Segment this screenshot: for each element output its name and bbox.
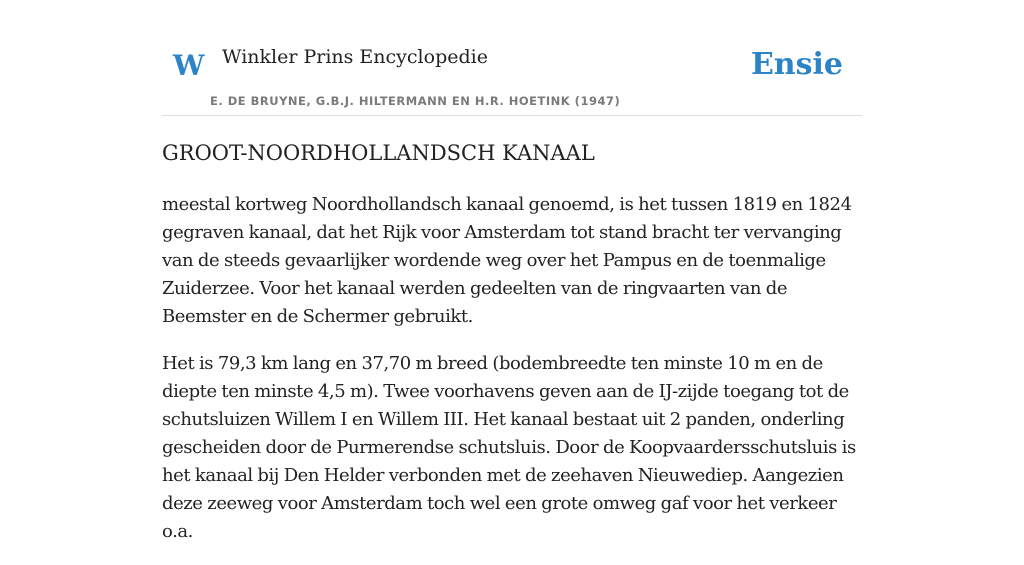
winkler-prins-logo[interactable]: W xyxy=(173,49,205,82)
header xyxy=(162,0,862,116)
article-headword: GROOT-NOORDHOLLANDSCH KANAAL xyxy=(162,141,595,165)
encyclopedia-title[interactable]: Winkler Prins Encyclopedie xyxy=(222,46,488,68)
ensie-logo[interactable]: Ensie xyxy=(750,47,843,82)
article-body xyxy=(162,191,862,565)
authors-line: E. DE BRUYNE, G.B.J. HILTERMANN EN H.R. HOETINK (1947) xyxy=(210,94,621,108)
article-paragraph: meestal kortweg Noordhollandsch kanaal genoemd, is het tussen 1819 en 1824 gegraven kanaal, dat het Rijk voor Amsterdam tot stand bracht ter vervanging van de steeds gevaarlijker wordende weg over het Pampus en de toenmalige Zuiderzee. Voor het kanaal werden gedeelten van de ringvaarten van de Beemster en de Schermer gebruikt. xyxy=(162,194,852,327)
article-paragraph: Het is 79,3 km lang en 37,70 m breed (bodembreedte ten minste 10 m en de diepte ten minste 4,5 m). Twee voorhavens geven aan de IJ-zijde toegang tot de schutsluizen Willem I en Willem III. Het kanaal bestaat uit 2 panden, onderling gescheiden door de Purmerendse schutsluis. Door de Koopvaardersschutsluis is het kanaal bij Den Helder verbonden met de zeehaven Nieuwediep. Aangezien deze zeeweg voor Amsterdam toch wel een grote omweg gaf voor het verkeer o.a. xyxy=(162,353,856,542)
